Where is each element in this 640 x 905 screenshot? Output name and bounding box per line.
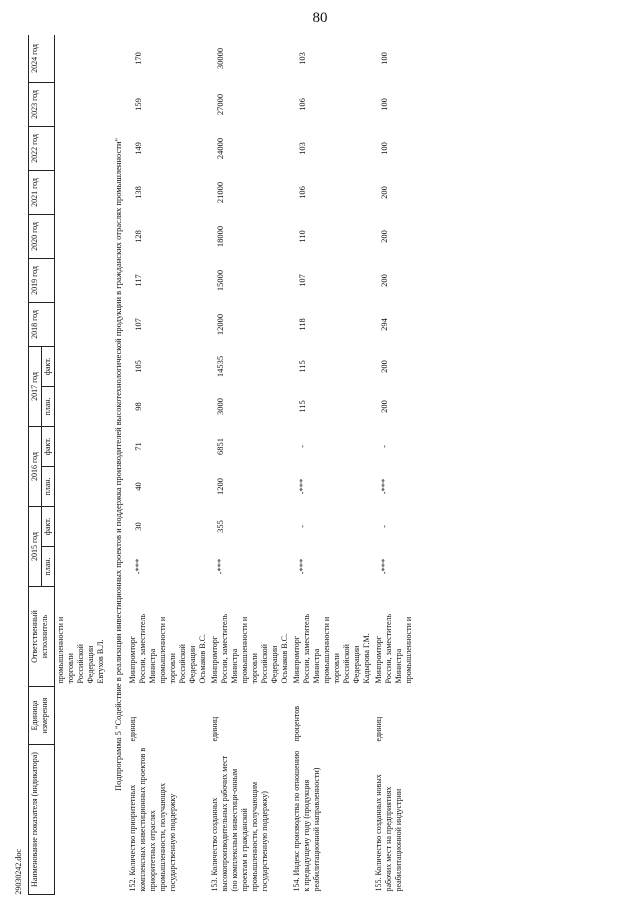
- header-unit: Единица измерения: [29, 687, 55, 745]
- table-header: [29, 35, 55, 895]
- indicator-value: 117: [132, 274, 143, 287]
- indicator-value: 200: [378, 360, 389, 373]
- page-number: 80: [312, 10, 328, 26]
- header-2015-fact: факт.: [42, 506, 55, 546]
- indicator-value: 355: [214, 520, 225, 533]
- header-indicator-name: Наименование показателя (индикатора): [29, 745, 55, 895]
- indicator-executor: Минпромторг России, заместитель Министра промышленности и торговли Российской Федерации Кадырова Г.М.: [291, 613, 371, 684]
- indicator-value: 110: [296, 230, 307, 243]
- indicator-executor: Минпромторг России, заместитель Министра промышленности и торговли Российской Федерации Осьмаков В.С.: [127, 613, 207, 684]
- indicator-value: 21000: [214, 181, 225, 204]
- indicator-value: 103: [296, 52, 307, 65]
- header-2016-fact: факт.: [42, 426, 55, 466]
- header-2016: 2016 год: [29, 426, 42, 506]
- indicator-value: 14535: [214, 355, 225, 378]
- indicator-value: -***: [132, 558, 143, 575]
- indicator-value: 100: [378, 98, 389, 111]
- continuation-unit: [55, 687, 111, 745]
- indicator-value: 138: [132, 186, 143, 199]
- indicator-value: 98: [132, 402, 143, 411]
- table-row: [209, 35, 291, 895]
- indicator-value: 294: [378, 318, 389, 331]
- indicator-value: -: [378, 445, 389, 448]
- rotated-table-container: [28, 35, 628, 895]
- indicator-unit: единиц: [209, 716, 219, 742]
- indicator-executor: Минпромторг России, заместитель Министра промышленности и: [373, 613, 413, 684]
- indicator-value: 40: [132, 482, 143, 491]
- indicator-value: 107: [296, 274, 307, 287]
- indicator-value: 1200: [214, 477, 225, 495]
- indicator-value: 30000: [214, 47, 225, 70]
- indicator-value: 200: [378, 400, 389, 413]
- indicator-value: 3000: [214, 397, 225, 415]
- table-body: [55, 35, 127, 895]
- header-2023: 2023 год: [29, 82, 55, 126]
- indicator-value: -: [378, 525, 389, 528]
- indicator-value: -***: [214, 558, 225, 575]
- indicator-value: 100: [378, 52, 389, 65]
- indicator-rows: [127, 35, 415, 895]
- indicator-value: 103: [296, 142, 307, 155]
- indicator-value: 149: [132, 142, 143, 155]
- indicator-value: -: [296, 525, 307, 528]
- indicator-value: 27000: [214, 93, 225, 116]
- subprogram-title: Подпрограмма 5 "Содействие в реализации инвестиционных проектов и поддержка производителей высокотехнологической продукции в гражданских отраслях промышленности": [113, 138, 123, 791]
- header-2015: 2015 год: [29, 506, 42, 586]
- indicator-value: 12000: [214, 313, 225, 336]
- header-2017: 2017 год: [29, 346, 42, 426]
- indicator-value: 106: [296, 186, 307, 199]
- indicator-unit: единиц: [373, 716, 383, 742]
- indicator-value: 71: [132, 442, 143, 451]
- indicator-name: 155. Количество созданных новых рабочих мест на предприятиях реабилитационной индустрии: [373, 774, 403, 892]
- indicator-value: 30: [132, 522, 143, 531]
- indicator-value: 200: [378, 186, 389, 199]
- header-2024: 2024 год: [29, 35, 55, 82]
- continuation-row: [55, 35, 111, 895]
- header-2018: 2018 год: [29, 302, 55, 346]
- indicator-value: 107: [132, 318, 143, 331]
- indicator-table: [28, 35, 415, 895]
- indicator-value: 105: [132, 360, 143, 373]
- indicator-executor: Минпромторг России, заместитель Министра промышленности и торговли Российской Федерации Осьмаков В.С.: [209, 613, 289, 684]
- header-2019: 2019 год: [29, 258, 55, 302]
- header-2015-plan: план.: [42, 547, 55, 587]
- subprogram-row: [110, 35, 127, 895]
- header-2022: 2022 год: [29, 126, 55, 170]
- header-2021: 2021 год: [29, 170, 55, 214]
- indicator-value: 159: [132, 98, 143, 111]
- table-row: [373, 35, 415, 895]
- header-2017-fact: факт.: [42, 346, 55, 386]
- indicator-value: 128: [132, 230, 143, 243]
- indicator-value: 200: [378, 274, 389, 287]
- indicator-value: 170: [132, 52, 143, 65]
- header-2017-plan: план.: [42, 386, 55, 426]
- indicator-value: 200: [378, 230, 389, 243]
- indicator-value: 6851: [214, 437, 225, 455]
- indicator-value: 115: [296, 360, 307, 373]
- table-row: [291, 35, 373, 895]
- indicator-value: 15000: [214, 269, 225, 292]
- file-name: 29030242.doc: [14, 849, 23, 895]
- indicator-unit: единиц: [127, 716, 137, 742]
- indicator-value: -***: [296, 478, 307, 495]
- indicator-value: -: [296, 445, 307, 448]
- table-row: [127, 35, 209, 895]
- indicator-unit: процентов: [291, 705, 301, 742]
- indicator-name: 154. Индекс производства по отношению к предыдущему году (продукция реабилитационной направленности): [291, 750, 321, 892]
- indicator-value: 106: [296, 98, 307, 111]
- indicator-value: 24000: [214, 137, 225, 160]
- indicator-value: 18000: [214, 225, 225, 248]
- continuation-name: [55, 745, 111, 895]
- continuation-executor: промышленности и торговли Российской Федерации Евтухов В.Л.: [56, 616, 105, 684]
- indicator-value: -***: [378, 478, 389, 495]
- indicator-name: 152. Количество приоритетных комплексных инвестиционных проектов в приоритетных отраслях промышленности, получающих государственную поддержку: [127, 747, 177, 892]
- indicator-value: 115: [296, 400, 307, 413]
- rotated-table-viewport: [28, 35, 628, 895]
- header-executor: Ответственный исполнитель: [29, 587, 55, 687]
- indicator-value: -***: [378, 558, 389, 575]
- indicator-name: 153. Количество созданных высокопроизводительных рабочих мест (по комплексным инвестици-онным проектам в гражданской промышленности, получающим государственную поддержку): [209, 755, 269, 892]
- indicator-value: -***: [296, 558, 307, 575]
- indicator-value: 118: [296, 318, 307, 331]
- header-2020: 2020 год: [29, 214, 55, 258]
- header-2016-plan: план.: [42, 466, 55, 506]
- indicator-value: 100: [378, 142, 389, 155]
